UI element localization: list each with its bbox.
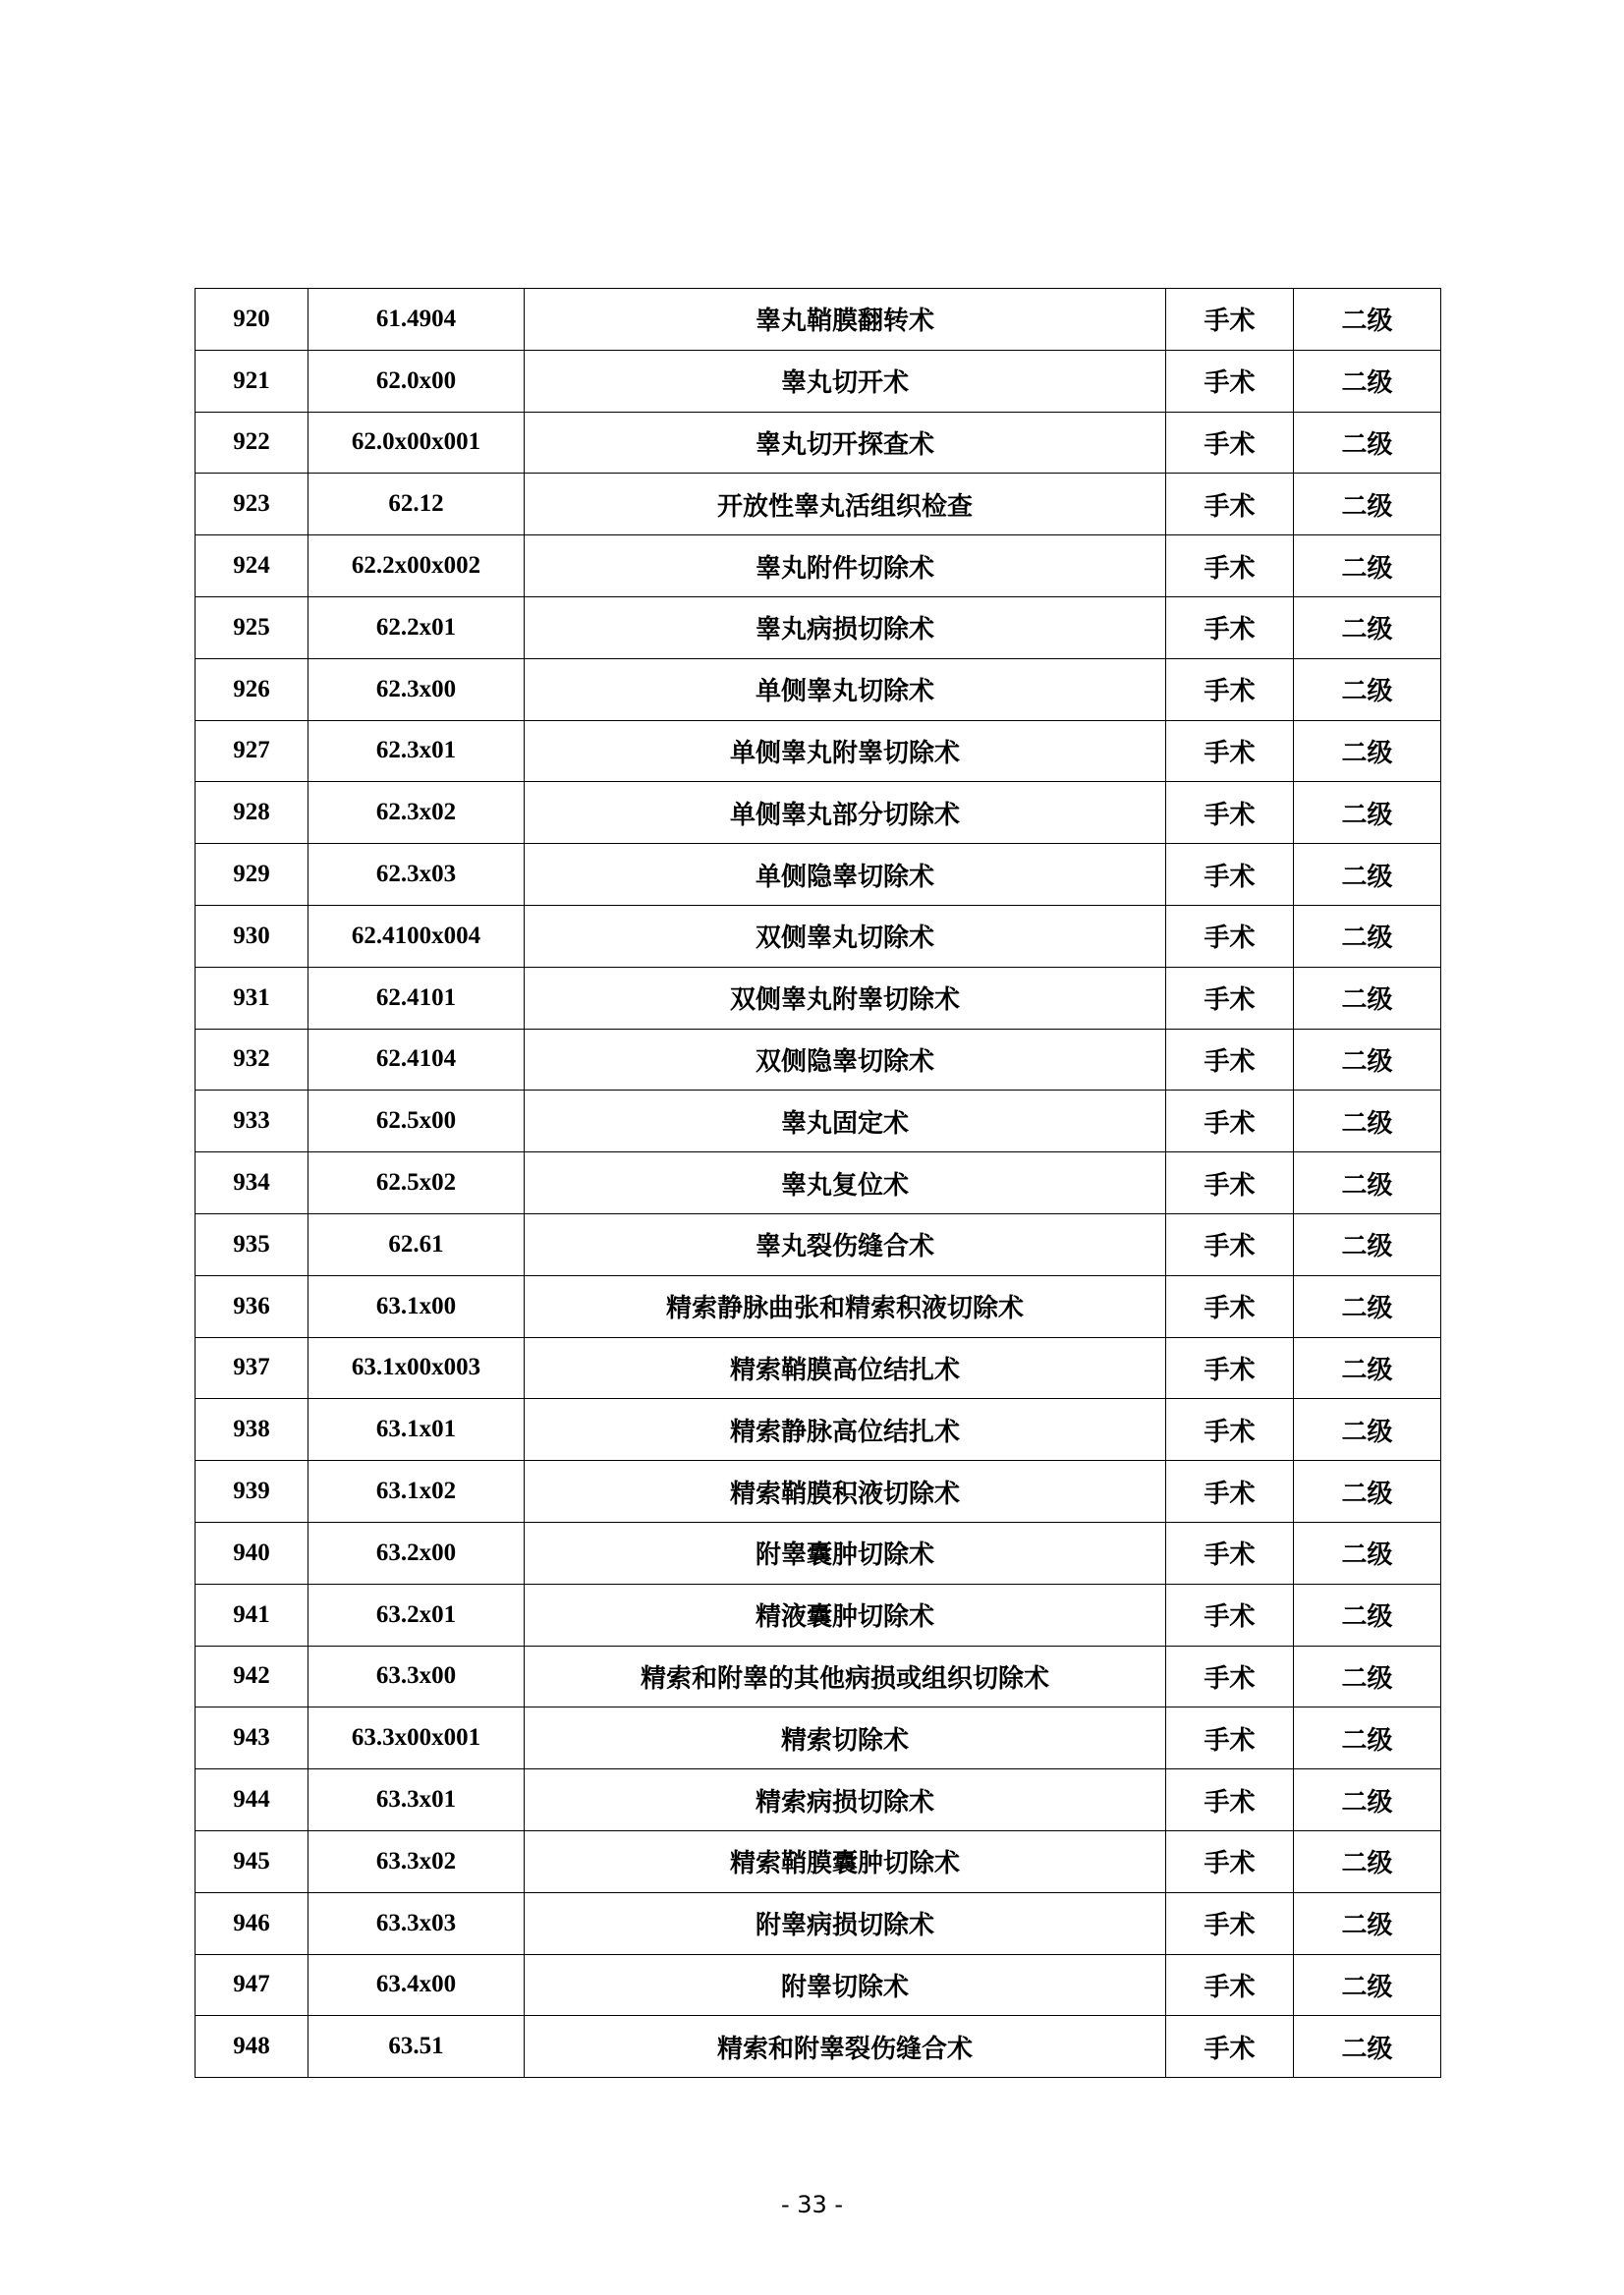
- procedure-type-cell: 手术: [1166, 289, 1294, 351]
- procedure-level-cell: 二级: [1294, 1769, 1441, 1831]
- procedure-level-cell: 二级: [1294, 1337, 1441, 1399]
- row-number-cell: 923: [196, 474, 308, 535]
- procedure-level-cell: 二级: [1294, 596, 1441, 658]
- table-row: [196, 905, 1441, 967]
- row-number-cell: 938: [196, 1399, 308, 1461]
- procedure-level-cell: 二级: [1294, 474, 1441, 535]
- table-row: [196, 535, 1441, 597]
- procedure-name-cell: 睾丸附件切除术: [525, 535, 1166, 597]
- procedure-code-cell: 62.61: [308, 1213, 525, 1275]
- procedure-name-cell: 睾丸病损切除术: [525, 596, 1166, 658]
- procedure-level-cell: 二级: [1294, 967, 1441, 1029]
- procedure-code-cell: 62.0x00: [308, 350, 525, 412]
- table-row: [196, 1954, 1441, 2016]
- procedure-name-cell: 睾丸切开探查术: [525, 412, 1166, 474]
- table-row: [196, 474, 1441, 535]
- table-row: [196, 1769, 1441, 1831]
- procedure-name-cell: 单侧睾丸切除术: [525, 658, 1166, 720]
- table-row: [196, 782, 1441, 844]
- procedure-level-cell: 二级: [1294, 1399, 1441, 1461]
- table-row: [196, 1275, 1441, 1337]
- procedure-code-cell: 62.5x00: [308, 1091, 525, 1152]
- procedure-code-cell: 63.4x00: [308, 1954, 525, 2016]
- procedure-code-cell: 63.2x01: [308, 1584, 525, 1646]
- row-number-cell: 927: [196, 720, 308, 782]
- row-number-cell: 930: [196, 905, 308, 967]
- procedure-level-cell: 二级: [1294, 289, 1441, 351]
- table-row: [196, 1029, 1441, 1091]
- procedure-level-cell: 二级: [1294, 1091, 1441, 1152]
- procedure-name-cell: 开放性睾丸活组织检查: [525, 474, 1166, 535]
- procedure-type-cell: 手术: [1166, 1584, 1294, 1646]
- procedure-name-cell: 睾丸鞘膜翻转术: [525, 289, 1166, 351]
- table-row: [196, 658, 1441, 720]
- table-row: [196, 1584, 1441, 1646]
- row-number-cell: 942: [196, 1646, 308, 1707]
- procedure-level-cell: 二级: [1294, 658, 1441, 720]
- procedure-code-cell: 63.2x00: [308, 1522, 525, 1584]
- procedure-type-cell: 手术: [1166, 1029, 1294, 1091]
- procedure-name-cell: 睾丸固定术: [525, 1091, 1166, 1152]
- row-number-cell: 934: [196, 1152, 308, 1214]
- procedure-level-cell: 二级: [1294, 1029, 1441, 1091]
- table-row: [196, 1830, 1441, 1892]
- procedure-name-cell: 精索和附睾裂伤缝合术: [525, 2016, 1166, 2078]
- table-row: [196, 1399, 1441, 1461]
- table-row: [196, 289, 1441, 351]
- procedure-code-cell: 62.3x02: [308, 782, 525, 844]
- procedure-level-cell: 二级: [1294, 1275, 1441, 1337]
- procedure-type-cell: 手术: [1166, 474, 1294, 535]
- row-number-cell: 941: [196, 1584, 308, 1646]
- procedure-code-cell: 63.3x00x001: [308, 1707, 525, 1769]
- procedure-code-cell: 62.4104: [308, 1029, 525, 1091]
- procedure-code-cell: 62.0x00x001: [308, 412, 525, 474]
- procedure-type-cell: 手术: [1166, 2016, 1294, 2078]
- row-number-cell: 928: [196, 782, 308, 844]
- procedure-code-cell: 63.1x01: [308, 1399, 525, 1461]
- procedure-code-cell: 62.3x01: [308, 720, 525, 782]
- procedure-code-cell: 63.1x00x003: [308, 1337, 525, 1399]
- row-number-cell: 947: [196, 1954, 308, 2016]
- procedure-name-cell: 睾丸复位术: [525, 1152, 1166, 1214]
- row-number-cell: 939: [196, 1461, 308, 1523]
- procedure-type-cell: 手术: [1166, 782, 1294, 844]
- procedure-type-cell: 手术: [1166, 1892, 1294, 1954]
- procedure-type-cell: 手术: [1166, 905, 1294, 967]
- table-row: [196, 2016, 1441, 2078]
- row-number-cell: 936: [196, 1275, 308, 1337]
- procedure-level-cell: 二级: [1294, 1892, 1441, 1954]
- procedure-name-cell: 精索鞘膜高位结扎术: [525, 1337, 1166, 1399]
- procedure-type-cell: 手术: [1166, 658, 1294, 720]
- procedure-level-cell: 二级: [1294, 1646, 1441, 1707]
- procedure-type-cell: 手术: [1166, 844, 1294, 906]
- procedure-code-cell: 62.4101: [308, 967, 525, 1029]
- row-number-cell: 931: [196, 967, 308, 1029]
- row-number-cell: 920: [196, 289, 308, 351]
- procedure-level-cell: 二级: [1294, 535, 1441, 597]
- procedure-level-cell: 二级: [1294, 412, 1441, 474]
- procedure-type-cell: 手术: [1166, 1213, 1294, 1275]
- procedure-level-cell: 二级: [1294, 1522, 1441, 1584]
- table-row: [196, 1152, 1441, 1214]
- table-row: [196, 720, 1441, 782]
- procedure-level-cell: 二级: [1294, 1213, 1441, 1275]
- procedure-level-cell: 二级: [1294, 1830, 1441, 1892]
- procedure-table-body: [196, 289, 1441, 2078]
- procedure-level-cell: 二级: [1294, 1152, 1441, 1214]
- procedure-code-cell: 62.12: [308, 474, 525, 535]
- procedure-level-cell: 二级: [1294, 844, 1441, 906]
- procedure-type-cell: 手术: [1166, 720, 1294, 782]
- procedure-name-cell: 睾丸切开术: [525, 350, 1166, 412]
- table-row: [196, 1337, 1441, 1399]
- row-number-cell: 926: [196, 658, 308, 720]
- procedure-name-cell: 精索静脉高位结扎术: [525, 1399, 1166, 1461]
- table-row: [196, 596, 1441, 658]
- procedure-name-cell: 单侧隐睾切除术: [525, 844, 1166, 906]
- procedure-code-cell: 63.3x02: [308, 1830, 525, 1892]
- procedure-code-cell: 63.3x00: [308, 1646, 525, 1707]
- procedure-type-cell: 手术: [1166, 1275, 1294, 1337]
- row-number-cell: 924: [196, 535, 308, 597]
- table-row: [196, 1522, 1441, 1584]
- procedure-level-cell: 二级: [1294, 1954, 1441, 2016]
- procedure-code-cell: 63.1x02: [308, 1461, 525, 1523]
- procedure-name-cell: 精索静脉曲张和精索积液切除术: [525, 1275, 1166, 1337]
- row-number-cell: 945: [196, 1830, 308, 1892]
- procedure-type-cell: 手术: [1166, 1707, 1294, 1769]
- procedure-type-cell: 手术: [1166, 1646, 1294, 1707]
- procedure-type-cell: 手术: [1166, 412, 1294, 474]
- procedure-level-cell: 二级: [1294, 350, 1441, 412]
- procedure-name-cell: 附睾病损切除术: [525, 1892, 1166, 1954]
- procedure-type-cell: 手术: [1166, 1399, 1294, 1461]
- table-row: [196, 412, 1441, 474]
- procedure-name-cell: 双侧睾丸切除术: [525, 905, 1166, 967]
- procedure-table: [195, 288, 1441, 2078]
- row-number-cell: 946: [196, 1892, 308, 1954]
- row-number-cell: 921: [196, 350, 308, 412]
- procedure-type-cell: 手术: [1166, 967, 1294, 1029]
- row-number-cell: 940: [196, 1522, 308, 1584]
- procedure-level-cell: 二级: [1294, 1461, 1441, 1523]
- procedure-level-cell: 二级: [1294, 720, 1441, 782]
- procedure-code-cell: 62.2x00x002: [308, 535, 525, 597]
- procedure-name-cell: 精索病损切除术: [525, 1769, 1166, 1831]
- row-number-cell: 925: [196, 596, 308, 658]
- procedure-level-cell: 二级: [1294, 1707, 1441, 1769]
- procedure-name-cell: 精索鞘膜囊肿切除术: [525, 1830, 1166, 1892]
- table-row: [196, 1892, 1441, 1954]
- procedure-type-cell: 手术: [1166, 1461, 1294, 1523]
- table-row: [196, 1646, 1441, 1707]
- procedure-type-cell: 手术: [1166, 1522, 1294, 1584]
- procedure-code-cell: 63.51: [308, 2016, 525, 2078]
- page-number: - 33 -: [780, 2191, 844, 2218]
- procedure-name-cell: 双侧睾丸附睾切除术: [525, 967, 1166, 1029]
- procedure-code-cell: 63.3x03: [308, 1892, 525, 1954]
- procedure-name-cell: 精索和附睾的其他病损或组织切除术: [525, 1646, 1166, 1707]
- row-number-cell: 937: [196, 1337, 308, 1399]
- table-row: [196, 844, 1441, 906]
- procedure-name-cell: 精液囊肿切除术: [525, 1584, 1166, 1646]
- procedure-type-cell: 手术: [1166, 350, 1294, 412]
- procedure-code-cell: 62.2x01: [308, 596, 525, 658]
- procedure-code-cell: 62.5x02: [308, 1152, 525, 1214]
- procedure-name-cell: 精索鞘膜积液切除术: [525, 1461, 1166, 1523]
- row-number-cell: 922: [196, 412, 308, 474]
- row-number-cell: 932: [196, 1029, 308, 1091]
- procedure-code-cell: 63.3x01: [308, 1769, 525, 1831]
- procedure-type-cell: 手术: [1166, 1830, 1294, 1892]
- procedure-code-cell: 63.1x00: [308, 1275, 525, 1337]
- procedure-name-cell: 单侧睾丸部分切除术: [525, 782, 1166, 844]
- table-row: [196, 1213, 1441, 1275]
- procedure-type-cell: 手术: [1166, 535, 1294, 597]
- procedure-code-cell: 62.4100x004: [308, 905, 525, 967]
- row-number-cell: 935: [196, 1213, 308, 1275]
- procedure-level-cell: 二级: [1294, 2016, 1441, 2078]
- table-row: [196, 1091, 1441, 1152]
- row-number-cell: 933: [196, 1091, 308, 1152]
- procedure-type-cell: 手术: [1166, 1769, 1294, 1831]
- row-number-cell: 944: [196, 1769, 308, 1831]
- procedure-level-cell: 二级: [1294, 1584, 1441, 1646]
- procedure-level-cell: 二级: [1294, 905, 1441, 967]
- procedure-code-cell: 61.4904: [308, 289, 525, 351]
- procedure-name-cell: 睾丸裂伤缝合术: [525, 1213, 1166, 1275]
- procedure-name-cell: 附睾切除术: [525, 1954, 1166, 2016]
- procedure-type-cell: 手术: [1166, 1337, 1294, 1399]
- row-number-cell: 943: [196, 1707, 308, 1769]
- row-number-cell: 929: [196, 844, 308, 906]
- row-number-cell: 948: [196, 2016, 308, 2078]
- procedure-code-cell: 62.3x00: [308, 658, 525, 720]
- procedure-type-cell: 手术: [1166, 1954, 1294, 2016]
- table-row: [196, 967, 1441, 1029]
- table-row: [196, 1707, 1441, 1769]
- procedure-name-cell: 单侧睾丸附睾切除术: [525, 720, 1166, 782]
- table-row: [196, 350, 1441, 412]
- table-row: [196, 1461, 1441, 1523]
- procedure-type-cell: 手术: [1166, 1091, 1294, 1152]
- procedure-type-cell: 手术: [1166, 596, 1294, 658]
- procedure-level-cell: 二级: [1294, 782, 1441, 844]
- procedure-name-cell: 附睾囊肿切除术: [525, 1522, 1166, 1584]
- procedure-code-cell: 62.3x03: [308, 844, 525, 906]
- procedure-name-cell: 双侧隐睾切除术: [525, 1029, 1166, 1091]
- procedure-name-cell: 精索切除术: [525, 1707, 1166, 1769]
- procedure-type-cell: 手术: [1166, 1152, 1294, 1214]
